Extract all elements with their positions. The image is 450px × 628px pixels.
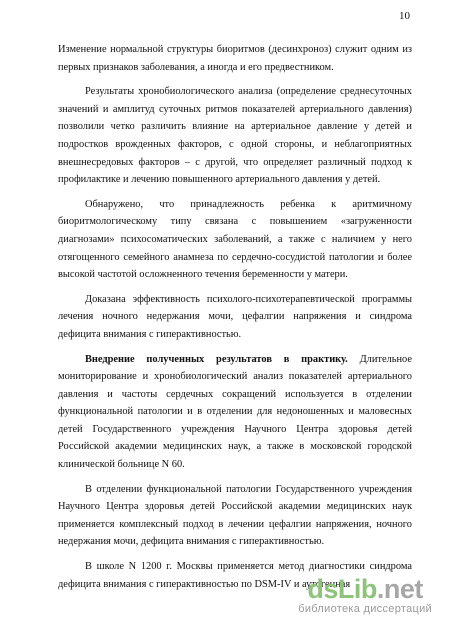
page-number: 10 <box>399 10 410 22</box>
watermark <box>298 575 432 616</box>
paragraph-program-efficacy: Доказана эффективность психолого-психотерапевтической программы лечения ночного недержания мочи, цефалгии напряжения и синдрома дефицита внимания с гиперактивностью. <box>58 293 412 340</box>
implementation-text: Длительное мониторирование и хронобиологический анализ показателей артериального давления и частоты сердечных сокращений используется в отделении функциональной патологии и в отделении для недоношенных и маловесных детей Государственного учреждения Научного Центра здоровья детей Российской академии медицинских наук, а также в московской городской клинической больнице N 60. <box>58 353 412 471</box>
watermark-tld: net <box>383 574 423 604</box>
watermark-dot: . <box>376 574 384 604</box>
paragraph-implementation <box>58 351 412 474</box>
watermark-logo <box>298 575 432 603</box>
watermark-brand: dsLib <box>307 574 377 604</box>
paragraph-functional-pathology: В отделении функциональной патологии Государственного учреждения Научного Центра здоровья детей Российской академии медицинских наук применяется комплексный подход в лечении цефалгии напряжения, ночного недержания мочи, дефицита внимания с гиперактивностью. <box>58 483 412 548</box>
implementation-heading: Внедрение полученных результатов в практику. <box>85 353 348 365</box>
paragraph-arrhythmic-type: Обнаружено, что принадлежность ребенка к аритмичному биоритмологическому типу связана с повышением «загруженности диагнозами» психосоматических заболеваний, а также с наличием у него отягощенного семейного анамнеза по сердечно-сосудистой патологии и более высокой частотой осложненного течения беременности у матери. <box>58 198 412 281</box>
paragraph-desynchronosis: Изменение нормальной структуры биоритмов (десинхроноз) служит одним из первых признаков заболевания, а иногда и его предвестником. <box>58 44 412 73</box>
paragraph-school-1200: В школе N 1200 г. Москвы применяется метод диагностики синдрома дефицита внимания с гиперактивностью по DSM-IV и аутогенная <box>58 561 412 590</box>
paragraph-chronobiological-results: Результаты хронобиологического анализа (определение среднесуточных значений и амплитуд суточных ритмов показателей артериального давления) позволили четко различить влияние на артериальное давление у детей и подростков врожденных факторов, с одной стороны, и неблагоприятных внешнесредовых факторов – с другой, что определяет различный подход к профилактике и лечению повышенного артериального давления у детей. <box>58 86 412 186</box>
watermark-subtitle: библиотека диссертаций <box>298 603 432 615</box>
document-body <box>58 41 412 600</box>
